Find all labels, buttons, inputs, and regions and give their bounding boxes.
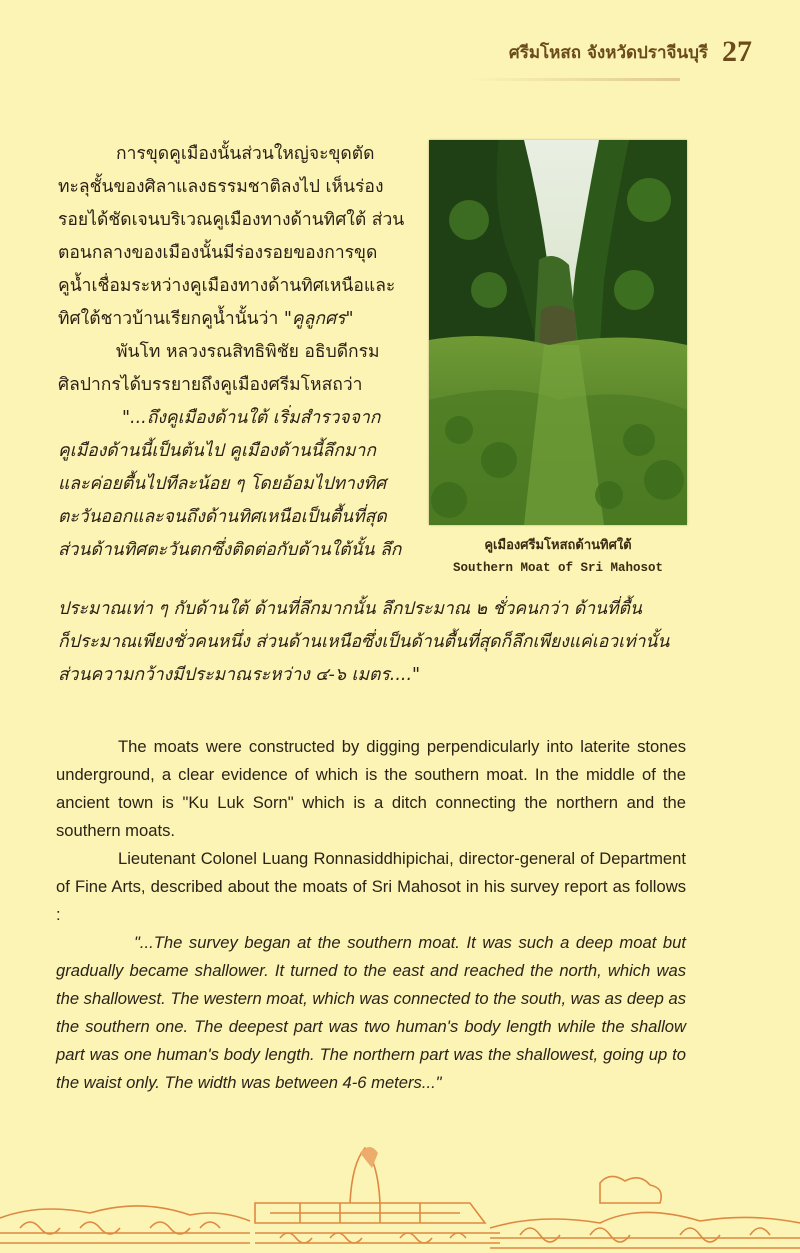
thai-line: ตอนกลางของเมืองนั้นมีร่องรอยของการขุด xyxy=(58,243,378,263)
moat-photo-image xyxy=(429,140,687,525)
thai-quote-line: และค่อยตื้นไปทีละน้อย ๆ โดยอ้อมไปทางทิศ xyxy=(58,474,387,494)
header-rule xyxy=(470,78,680,81)
thai-line-text: ทิศใต้ชาวบ้านเรียกคูน้ำนั้นว่า xyxy=(58,309,279,329)
thai-line: การขุดคูเมืองนั้นส่วนใหญ่จะขุดตัด xyxy=(116,144,375,164)
thai-quote-line: คูเมืองด้านนี้เป็นต้นไป คูเมืองด้านนี้ลึกมาก xyxy=(58,441,376,461)
moat-photo xyxy=(429,140,687,525)
thai-quote-line: ส่วนด้านทิศตะวันตกซึ่งติดต่อกับด้านใต้นั้น ลึก xyxy=(58,540,402,560)
caption-thai: คูเมืองศรีมโหสถด้านทิศใต้ xyxy=(484,538,632,553)
thai-quote-line: ก็ประมาณเพียงชั่วคนหนึ่ง ส่วนด้านเหนือซึ่งเป็นด้านตื้นที่สุดก็ลึกเพียงแค่เอวเท่านั้น xyxy=(58,632,670,652)
thai-term: "คูลูกศร" xyxy=(283,309,354,329)
thai-quote-line: ส่วนความกว้างมีประมาณระหว่าง ๔-๖ เมตร...." xyxy=(58,665,421,685)
thai-quote-line: ประมาณเท่า ๆ กับด้านใต้ ด้านที่ลึกมากนั้น ลึกประมาณ ๒ ชั่วคนกว่า ด้านที่ตื้น xyxy=(58,599,642,619)
thai-line: พันโท หลวงรณสิทธิพิชัย อธิบดีกรม xyxy=(116,342,380,362)
thai-quote-line: ตะวันออกและจนถึงด้านทิศเหนือเป็นตื้นที่สุด xyxy=(58,507,387,527)
english-text xyxy=(56,733,686,1097)
thai-quote-line: "...ถึงคูเมืองด้านใต้ เริ่มสำรวจจาก xyxy=(122,408,381,428)
english-quote: "...The survey began at the southern moat. It was such a deep moat but gradually became shallower. It turned to the east and reached the north, which was the shallowest. The western moat, which was connected to the south, was as deep as the southern one. The deepest part was two human's body length while the shallow part was one human's body length. The northern part was the shallowest, going up to the waist only. The width was between 4-6 meters..." xyxy=(56,933,686,1092)
running-title: ศรีมโหสถ จังหวัดปราจีนบุรี xyxy=(508,42,708,63)
caption-english: Southern Moat of Sri Mahosot xyxy=(452,561,664,575)
thai-quote-continuation xyxy=(58,593,758,692)
thai-line: ศิลปากรได้บรรยายถึงคูเมืองศรีมโหสถว่า xyxy=(58,375,363,395)
footer-ornament xyxy=(0,1143,800,1253)
page-header xyxy=(509,30,752,74)
english-paragraph: Lieutenant Colonel Luang Ronnasiddhipichai, director-general of Department of Fine Arts, described about the moats of Sri Mahosot in his survey report as follows : xyxy=(56,849,686,924)
thai-text-column xyxy=(58,138,406,567)
page-number: 27 xyxy=(722,35,752,68)
photo-caption xyxy=(429,534,687,575)
english-paragraph: The moats were constructed by digging perpendicularly into laterite stones underground, a clear evidence of which is the southern moat. In the middle of the ancient town is "Ku Luk Sorn" which is a ditch connecting the northern and the southern moats. xyxy=(56,737,686,840)
thai-line xyxy=(58,303,406,336)
thai-line: รอยได้ชัดเจนบริเวณคูเมืองทางด้านทิศใต้ ส่วน xyxy=(58,210,405,230)
thai-line: คูน้ำเชื่อมระหว่างคูเมืองทางด้านทิศเหนือและ xyxy=(58,276,396,296)
thai-line: ทะลุชั้นของศิลาแลงธรรมชาติลงไป เห็นร่อง xyxy=(58,177,384,197)
